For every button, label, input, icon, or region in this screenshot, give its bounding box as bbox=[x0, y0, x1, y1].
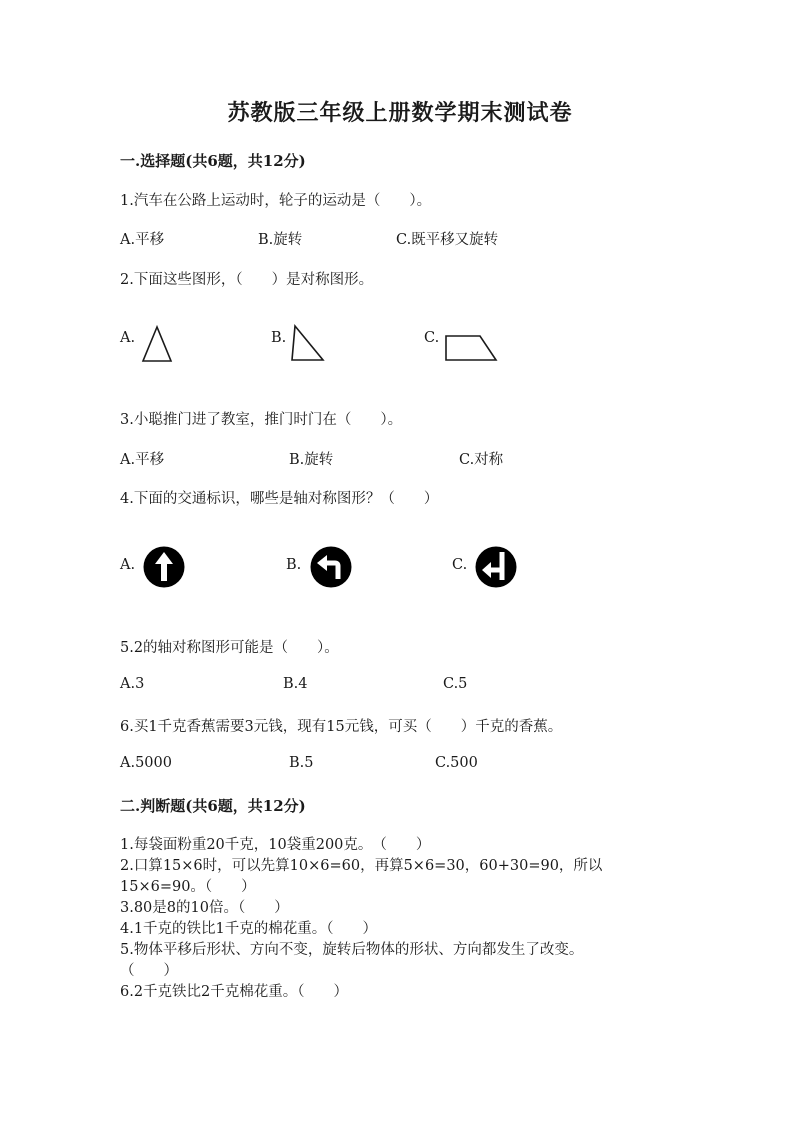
page-title: 苏教版三年级上册数学期末测试卷 bbox=[227, 100, 573, 126]
q3-option-c: C.对称 bbox=[459, 452, 504, 468]
q6-option-c: C.500 bbox=[435, 755, 478, 771]
q2-option-a: A. bbox=[120, 330, 136, 346]
q1-option-c: C.既平移又旋转 bbox=[396, 232, 499, 248]
q1-option-b: B.旋转 bbox=[258, 232, 303, 248]
q5-option-c: C.5 bbox=[443, 676, 468, 692]
q6-option-b: B.5 bbox=[289, 755, 314, 771]
question-4: 4.下面的交通标识，哪些是轴对称图形？（ ） bbox=[120, 491, 439, 507]
judgement-line: 4.1千克的铁比1千克的棉花重。（ ） bbox=[120, 921, 378, 937]
isosceles-triangle-figure bbox=[140, 324, 174, 364]
scalene-triangle-figure bbox=[289, 322, 327, 364]
q1-option-a: A.平移 bbox=[120, 232, 165, 248]
q4-option-a: A. bbox=[120, 557, 136, 573]
q2-option-c: C. bbox=[424, 330, 440, 346]
q3-option-b: B.旋转 bbox=[289, 452, 334, 468]
question-5: 5.2的轴对称图形可能是（ ）。 bbox=[120, 640, 339, 656]
question-2: 2.下面这些图形，（ ）是对称图形。 bbox=[120, 272, 374, 288]
turn-left-sign-icon bbox=[310, 546, 352, 588]
judgement-line: （ ） bbox=[120, 963, 178, 979]
question-6: 6.买1千克香蕉需要3元钱，现有15元钱，可买（ ）千克的香蕉。 bbox=[120, 719, 563, 735]
section-heading-choice: 一.选择题(共6题，共12分) bbox=[120, 152, 306, 170]
judgement-line: 2.口算15×6时，可以先算10×6=60，再算5×6=30，60+30=90，所以 bbox=[120, 858, 603, 874]
q4-option-b: B. bbox=[286, 557, 302, 573]
judgement-line: 5.物体平移后形状、方向不变，旋转后物体的形状、方向都发生了改变。 bbox=[120, 942, 584, 958]
q5-option-a: A.3 bbox=[120, 676, 145, 692]
judgement-line: 15×6=90。（ ） bbox=[120, 879, 256, 895]
q6-option-a: A.5000 bbox=[120, 755, 172, 771]
q5-option-b: B.4 bbox=[283, 676, 308, 692]
judgement-line: 1.每袋面粉重20千克，10袋重200克。 （ ） bbox=[120, 837, 431, 853]
q4-option-c: C. bbox=[452, 557, 468, 573]
trapezoid-figure bbox=[442, 332, 500, 364]
question-3: 3.小聪推门进了教室，推门时门在（ ）。 bbox=[120, 412, 403, 428]
q3-option-a: A.平移 bbox=[120, 452, 165, 468]
section-heading-judgement: 二.判断题(共6题，共12分) bbox=[120, 797, 306, 815]
question-1: 1.汽车在公路上运动时，轮子的运动是（ ）。 bbox=[120, 193, 432, 209]
q2-option-b: B. bbox=[271, 330, 287, 346]
keep-left-sign-icon bbox=[475, 546, 517, 588]
arrow-up-sign-icon bbox=[143, 546, 185, 588]
judgement-line: 6.2千克铁比2千克棉花重。（ ） bbox=[120, 984, 349, 1000]
judgement-line: 3.80是8的10倍。（ ） bbox=[120, 900, 289, 916]
